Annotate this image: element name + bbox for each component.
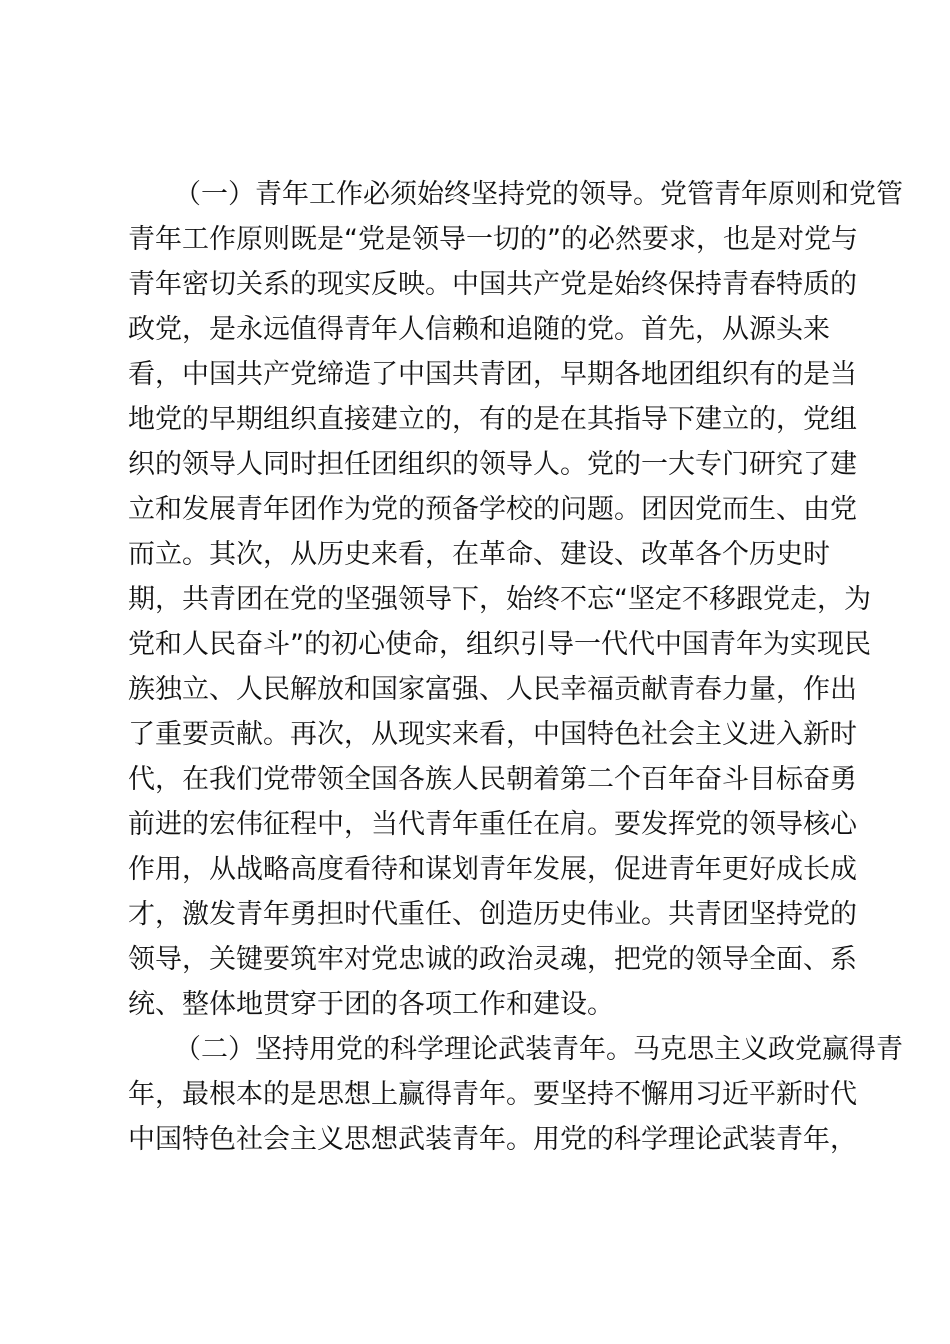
paragraph-line: （一）青年工作必须始终坚持党的领导。党管青年原则和党管 — [174, 179, 903, 210]
paragraph-line: 党和人民奋斗”的初心使命，组织引导一代代中国青年为实现民 — [128, 629, 871, 660]
paragraph-line: 青年密切关系的现实反映。中国共产党是始终保持青春特质的 — [128, 269, 857, 300]
paragraph-line: 了重要贡献。再次，从现实来看，中国特色社会主义进入新时 — [128, 719, 857, 750]
paragraph-line: 看，中国共产党缔造了中国共青团，早期各地团组织有的是当 — [128, 359, 857, 390]
paragraph-line: 期，共青团在党的坚强领导下，始终不忘“坚定不移跟党走，为 — [128, 584, 871, 615]
paragraph-line: 才，激发青年勇担时代重任、创造历史伟业。共青团坚持党的 — [128, 899, 857, 930]
paragraph-line: 而立。其次，从历史来看，在革命、建设、改革各个历史时 — [128, 539, 830, 570]
paragraph-1 — [128, 172, 903, 1027]
paragraph-line: 前进的宏伟征程中，当代青年重任在肩。要发挥党的领导核心 — [128, 809, 857, 840]
paragraph-line: 作用，从战略高度看待和谋划青年发展，促进青年更好成长成 — [128, 854, 857, 885]
paragraph-line: 统、整体地贯穿于团的各项工作和建设。 — [128, 989, 614, 1020]
paragraph-line: 地党的早期组织直接建立的，有的是在其指导下建立的，党组 — [128, 404, 857, 435]
paragraph-line: 领导，关键要筑牢对党忠诚的政治灵魂，把党的领导全面、系 — [128, 944, 857, 975]
document-body — [128, 172, 903, 1162]
paragraph-line: 族独立、人民解放和国家富强、人民幸福贡献青春力量，作出 — [128, 674, 857, 705]
paragraph-line: 代，在我们党带领全国各族人民朝着第二个百年奋斗目标奋勇 — [128, 764, 857, 795]
paragraph-2 — [128, 1027, 903, 1162]
paragraph-line: 青年工作原则既是“党是领导一切的”的必然要求，也是对党与 — [128, 224, 858, 255]
paragraph-line: 政党，是永远值得青年人信赖和追随的党。首先，从源头来 — [128, 314, 830, 345]
paragraph-line: 年，最根本的是思想上赢得青年。要坚持不懈用习近平新时代 — [128, 1079, 857, 1110]
paragraph-line: 中国特色社会主义思想武装青年。用党的科学理论武装青年， — [128, 1124, 857, 1155]
paragraph-line: 立和发展青年团作为党的预备学校的问题。团因党而生、由党 — [128, 494, 857, 525]
paragraph-line: （二）坚持用党的科学理论武装青年。马克思主义政党赢得青 — [174, 1034, 903, 1065]
paragraph-line: 织的领导人同时担任团组织的领导人。党的一大专门研究了建 — [128, 449, 857, 480]
